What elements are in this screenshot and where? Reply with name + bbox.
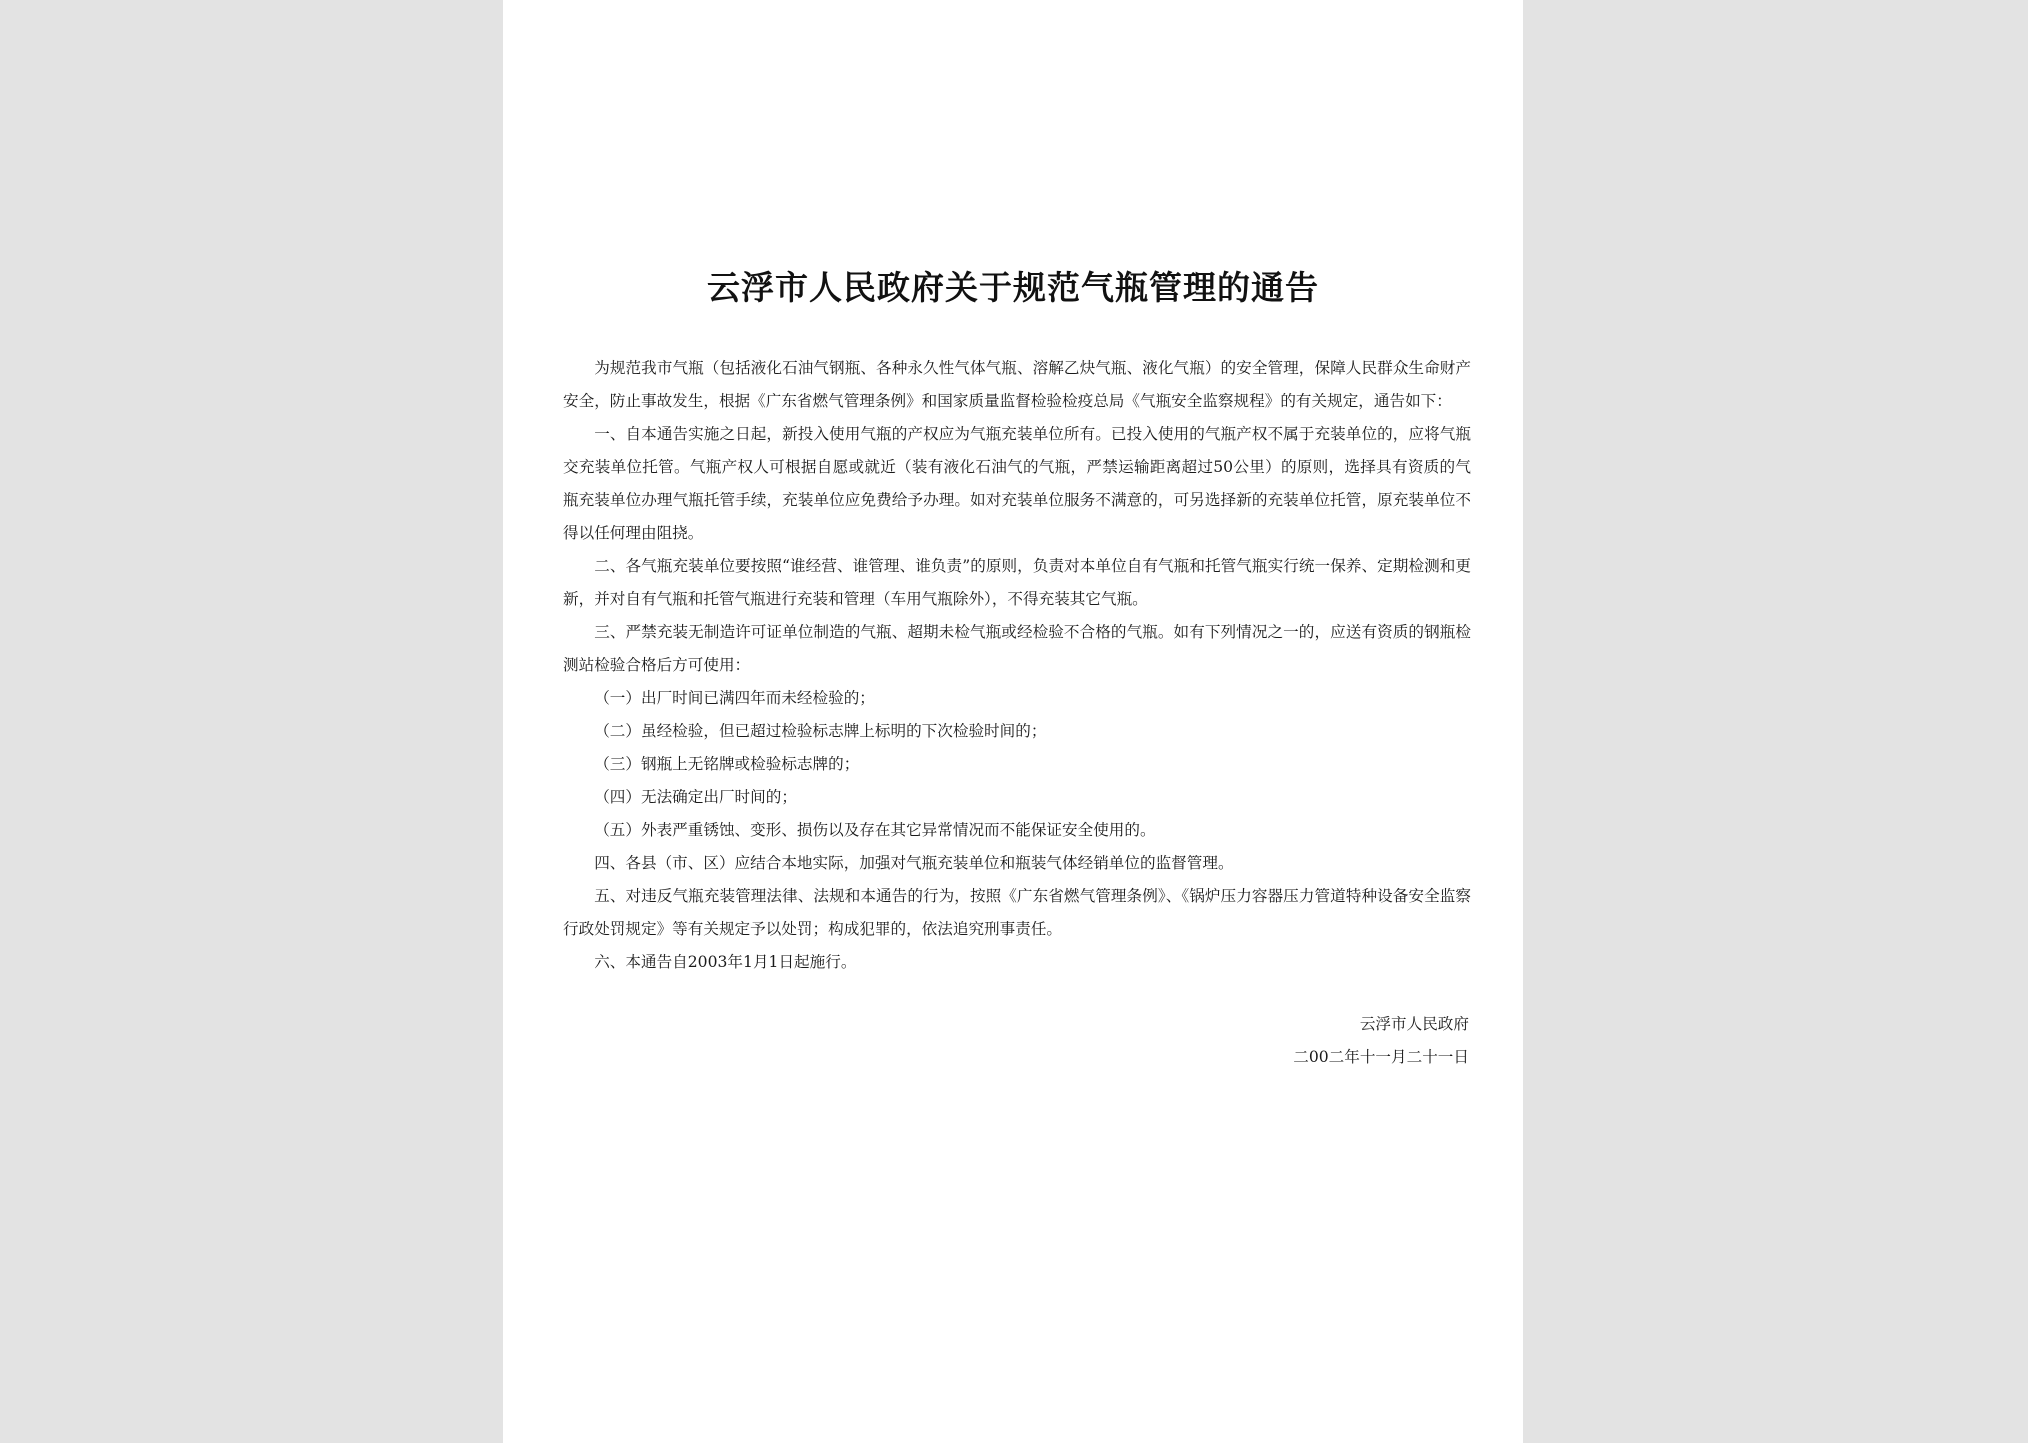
paragraph-subitem-4: （四）无法确定出厂时间的；	[594, 788, 797, 806]
paragraph-subitem-3: （三）钢瓶上无铭牌或检验标志牌的；	[594, 755, 860, 773]
document-body	[563, 352, 1471, 979]
paragraph-item-6: 六、本通告自2003年1月1日起施行。	[594, 953, 857, 971]
paragraph-intro: 为规范我市气瓶（包括液化石油气钢瓶、各种永久性气体气瓶、溶解乙炔气瓶、液化气瓶）的安全管理，保障人民群众生命财产安全，防止事故发生，根据《广东省燃气管理条例》和国家质量监督检验检疫总局《气瓶安全监察规程》的有关规定，通告如下：	[563, 359, 1471, 410]
paragraph-item-2: 二、各气瓶充装单位要按照“谁经营、谁管理、谁负责”的原则，负责对本单位自有气瓶和托管气瓶实行统一保养、定期检测和更新，并对自有气瓶和托管气瓶进行充装和管理（车用气瓶除外），不得充装其它气瓶。	[563, 557, 1471, 608]
signature-date: 二00二年十一月二十一日	[1293, 1048, 1469, 1066]
document-page	[503, 0, 1523, 1443]
paragraph-item-1: 一、自本通告实施之日起，新投入使用气瓶的产权应为气瓶充装单位所有。已投入使用的气瓶产权不属于充装单位的，应将气瓶交充装单位托管。气瓶产权人可根据自愿或就近（装有液化石油气的气瓶，严禁运输距离超过50公里）的原则，选择具有资质的气瓶充装单位办理气瓶托管手续，充装单位应免费给予办理。如对充装单位服务不满意的，可另选择新的充装单位托管，原充装单位不得以任何理由阻挠。	[563, 425, 1471, 542]
document-title: 云浮市人民政府关于规范气瓶管理的通告	[707, 268, 1319, 307]
paragraph-item-3: 三、严禁充装无制造许可证单位制造的气瓶、超期未检气瓶或经检验不合格的气瓶。如有下列情况之一的，应送有资质的钢瓶检测站检验合格后方可使用：	[563, 623, 1471, 674]
paragraph-subitem-1: （一）出厂时间已满四年而未经检验的；	[594, 689, 875, 707]
paragraph-item-5: 五、对违反气瓶充装管理法律、法规和本通告的行为，按照《广东省燃气管理条例》、《锅炉压力容器压力管道特种设备安全监察行政处罚规定》等有关规定予以处罚；构成犯罪的，依法追究刑事责任。	[563, 887, 1471, 938]
signature-issuer: 云浮市人民政府	[1359, 1015, 1469, 1033]
signature-block	[1293, 1008, 1469, 1074]
paragraph-item-4: 四、各县（市、区）应结合本地实际，加强对气瓶充装单位和瓶装气体经销单位的监督管理。	[594, 854, 1234, 872]
paragraph-subitem-2: （二）虽经检验，但已超过检验标志牌上标明的下次检验时间的；	[594, 722, 1047, 740]
paragraph-subitem-5: （五）外表严重锈蚀、变形、损伤以及存在其它异常情况而不能保证安全使用的。	[594, 821, 1156, 839]
